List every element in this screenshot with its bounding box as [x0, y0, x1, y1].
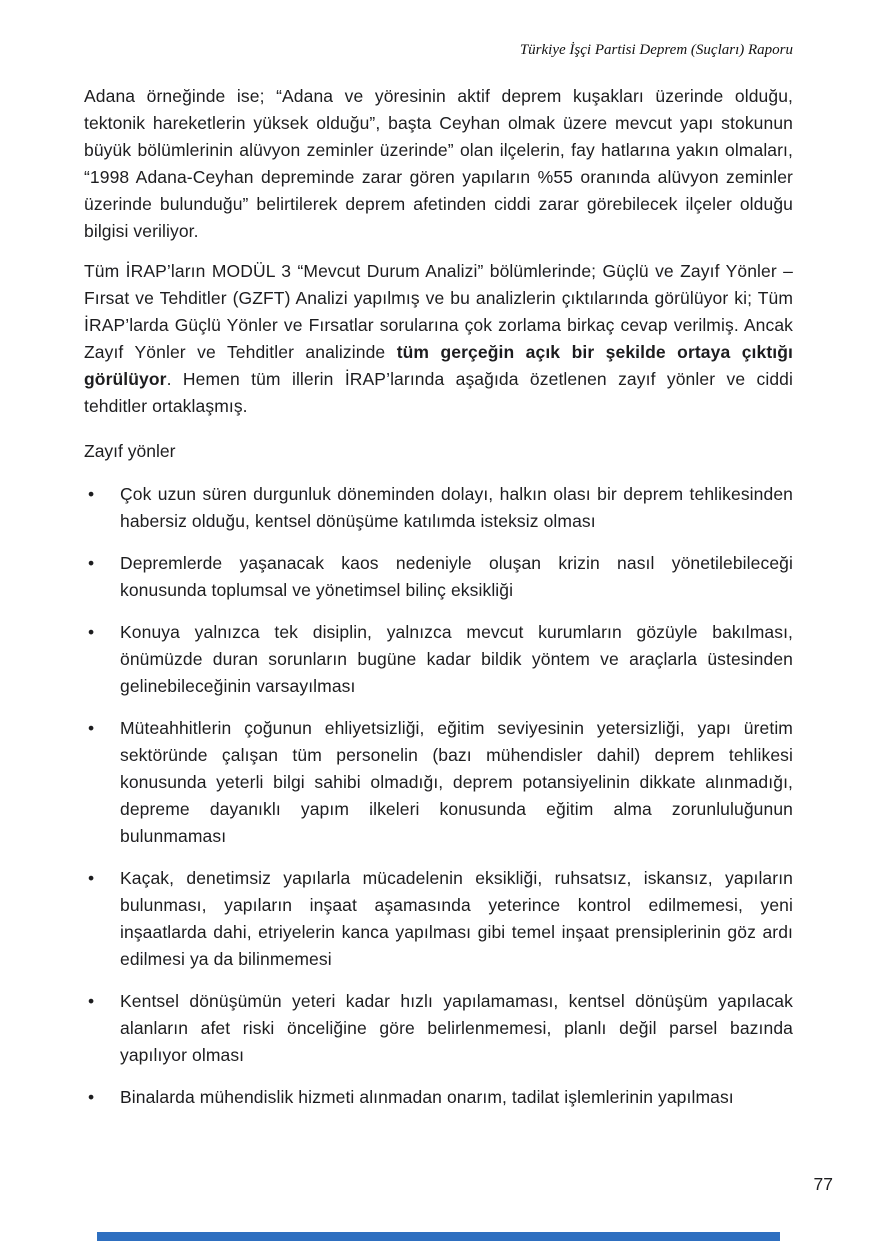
bullet-icon: • [88, 484, 95, 504]
paragraph-irap-bold: tüm gerçeğin açık bir şekilde ortaya çıktığı görülüyor [84, 342, 793, 389]
paragraph-irap-part3: . Hemen tüm illerin İRAP’larında aşağıda özetlenen zayıf yönler ve ciddi tehditler ortaklaşmış. [84, 369, 793, 416]
bullet-icon: • [88, 553, 95, 573]
subheading-zayif-yonler: Zayıf yönler [84, 441, 176, 461]
footer-accent-bar [97, 1232, 780, 1241]
list-item [84, 550, 793, 604]
bullet-icon: • [88, 1087, 95, 1107]
list-item-text: Konuya yalnızca tek disiplin, yalnızca mevcut kurumların gözüyle bakılması, önümüzde duran sorunların bugüne kadar bildik yöntem ve araçlarla üstesinden gelinebileceğinin varsayılması [120, 622, 793, 696]
bullet-icon: • [88, 718, 95, 738]
bullet-icon: • [88, 622, 95, 642]
list-item [84, 865, 793, 973]
paragraph-irap [84, 258, 793, 420]
page-number: 77 [813, 1174, 833, 1194]
list-item [84, 1084, 793, 1111]
paragraph-irap-part1: Tüm İRAP’ların MODÜL 3 “Mevcut Durum Analizi” bölümlerinde; Güçlü ve Zayıf Yönler – Fırsat ve Tehditler (GZFT) Analizi yapılmış ve bu analizlerin çıktılarında görülüyor ki; Tüm İRAP’larda Güçlü Yönler ve Fırsatlar sorularına çok zorlama birkaç cevap verilmiş. Ancak Zayıf Yönler ve Tehditler analizinde [84, 261, 793, 362]
bullet-icon: • [88, 868, 95, 888]
list-item [84, 988, 793, 1069]
list-item [84, 619, 793, 700]
running-title: Türkiye İşçi Partisi Deprem (Suçları) Raporu [519, 42, 793, 58]
weaknesses-bullet-list [84, 481, 793, 1111]
list-item-text: Kaçak, denetimsiz yapılarla mücadelenin eksikliği, ruhsatsız, iskansız, yapıların bulunması, yapıların inşaat aşamasında yeterince kontrol edilmemesi, yeni inşaatlarda dahi, etriyelerin kanca yapılması gibi temel inşaat prensiplerinin göz ardı edilmesi ya da bilinmemesi [120, 868, 793, 969]
bullet-icon: • [88, 991, 95, 1011]
list-item [84, 481, 793, 535]
list-item-text: Binalarda mühendislik hizmeti alınmadan onarım, tadilat işlemlerinin yapılması [120, 1087, 734, 1107]
list-item-text: Müteahhitlerin çoğunun ehliyetsizliği, eğitim seviyesinin yetersizliği, yapı üretim sektöründe çalışan tüm personelin (bazı mühendisler dahil) deprem tehlikesi konusunda yeterli bilgi sahibi olmadığı, deprem potansiyelinin dikkate alınmadığı, depreme dayanıklı yapım ilkeleri konusunda eğitim alma zorunluluğunun bulunmaması [120, 718, 793, 846]
list-item-text: Depremlerde yaşanacak kaos nedeniyle oluşan krizin nasıl yönetilebileceği konusunda toplumsal ve yönetimsel bilinç eksikliği [120, 553, 793, 600]
list-item-text: Çok uzun süren durgunluk döneminden dolayı, halkın olası bir deprem tehlikesinden habersiz olduğu, kentsel dönüşüme katılımda isteksiz olması [120, 484, 793, 531]
list-item [84, 715, 793, 850]
paragraph-adana: Adana örneğinde ise; “Adana ve yöresinin aktif deprem kuşakları üzerinde olduğu, tektonik hareketlerin yüksek olduğu”, başta Ceyhan olmak üzere mevcut yapı stokunun büyük bölümlerinin alüvyon zeminler üzerinde” olan ilçelerin, fay hatlarına yakın olmaları, “1998 Adana-Ceyhan depreminde zarar gören yapıların %55 oranında alüvyon zeminler üzerinde bulunduğu” belirtilerek deprem afetinden ciddi zarar görebilecek ilçeler olduğu bilgisi veriliyor. [84, 86, 793, 241]
list-item-text: Kentsel dönüşümün yeteri kadar hızlı yapılamaması, kentsel dönüşüm yapılacak alanların afet riski önceliğine göre belirlenmemesi, planlı değil parsel bazında yapılıyor olması [120, 991, 793, 1065]
